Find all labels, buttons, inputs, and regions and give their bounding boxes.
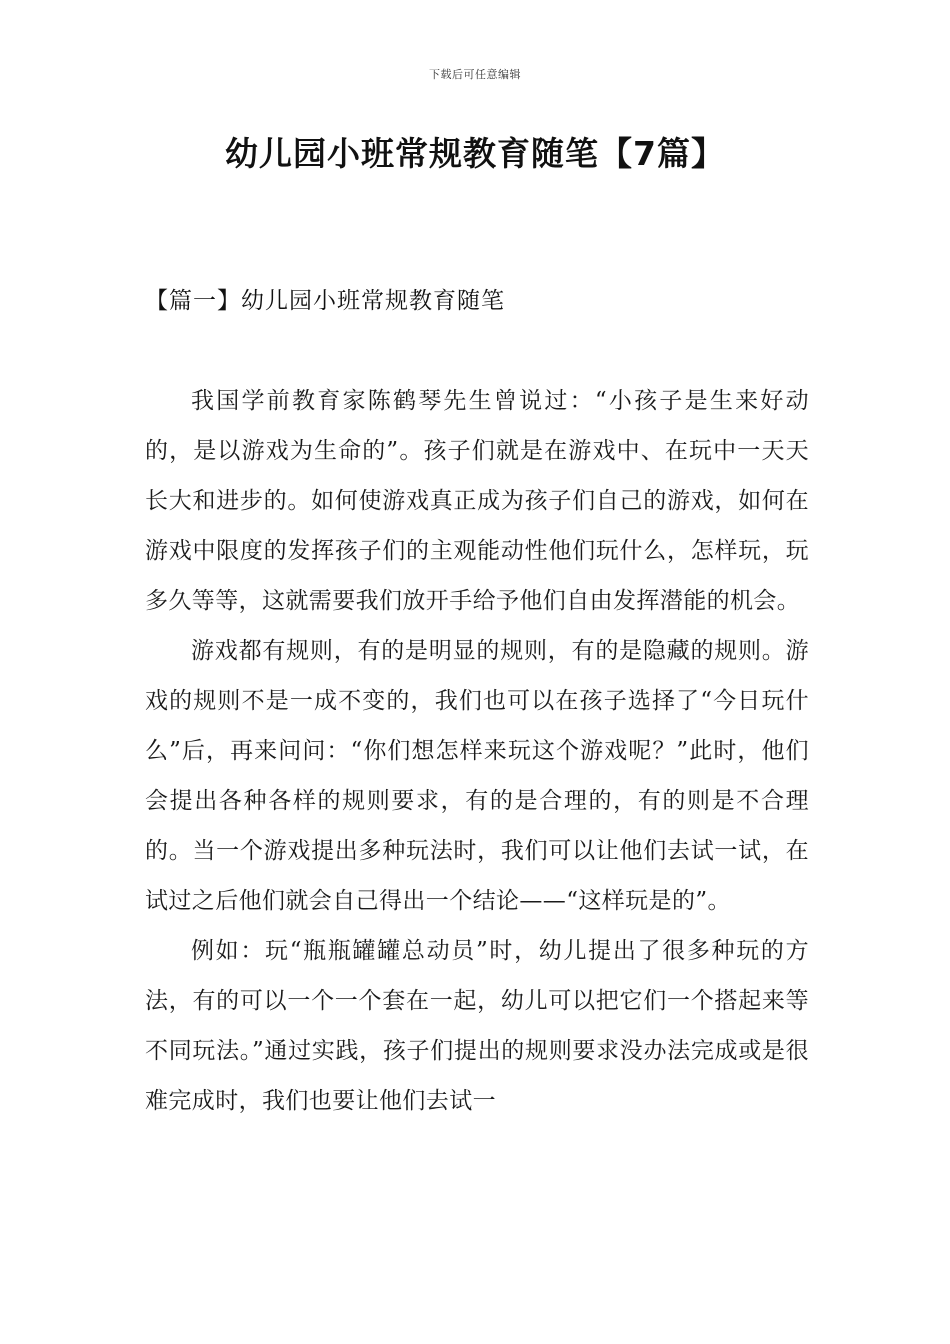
body-text xyxy=(145,376,809,1126)
paragraph: 例如：玩“瓶瓶罐罐总动员”时，幼儿提出了很多种玩的方法，有的可以一个一个套在一起，幼儿可以把它们一个搭起来等不同玩法。”通过实践，孩子们提出的规则要求没办法完成或是很难完成时，我们也要让他们去试一 xyxy=(145,938,809,1114)
document-title: 幼儿园小班常规教育随笔【7篇】 xyxy=(225,134,725,173)
paragraph: 游戏都有规则，有的是明显的规则，有的是隐藏的规则。游戏的规则不是一成不变的，我们也可以在孩子选择了“今日玩什么”后，再来问问：“你们想怎样来玩这个游戏呢？”此时，他们会提出各种各样的规则要求，有的是合理的，有的则是不合理的。当一个游戏提出多种玩法时，我们可以让他们去试一试，在试过之后他们就会自己得出一个结论——“这样玩是的”。 xyxy=(145,638,809,914)
header-note: 下载后可任意编辑 xyxy=(429,68,521,81)
section-heading: 【篇一】幼儿园小班常规教育随笔 xyxy=(145,288,505,314)
paragraph: 我国学前教育家陈鹤琴先生曾说过：“小孩子是生来好动的，是以游戏为生命的”。孩子们就是在游戏中、在玩中一天天长大和进步的。如何使游戏真正成为孩子们自己的游戏，如何在游戏中限度的发挥孩子们的主观能动性他们玩什么，怎样玩，玩多久等等，这就需要我们放开手给予他们自由发挥潜能的机会。 xyxy=(145,388,809,614)
